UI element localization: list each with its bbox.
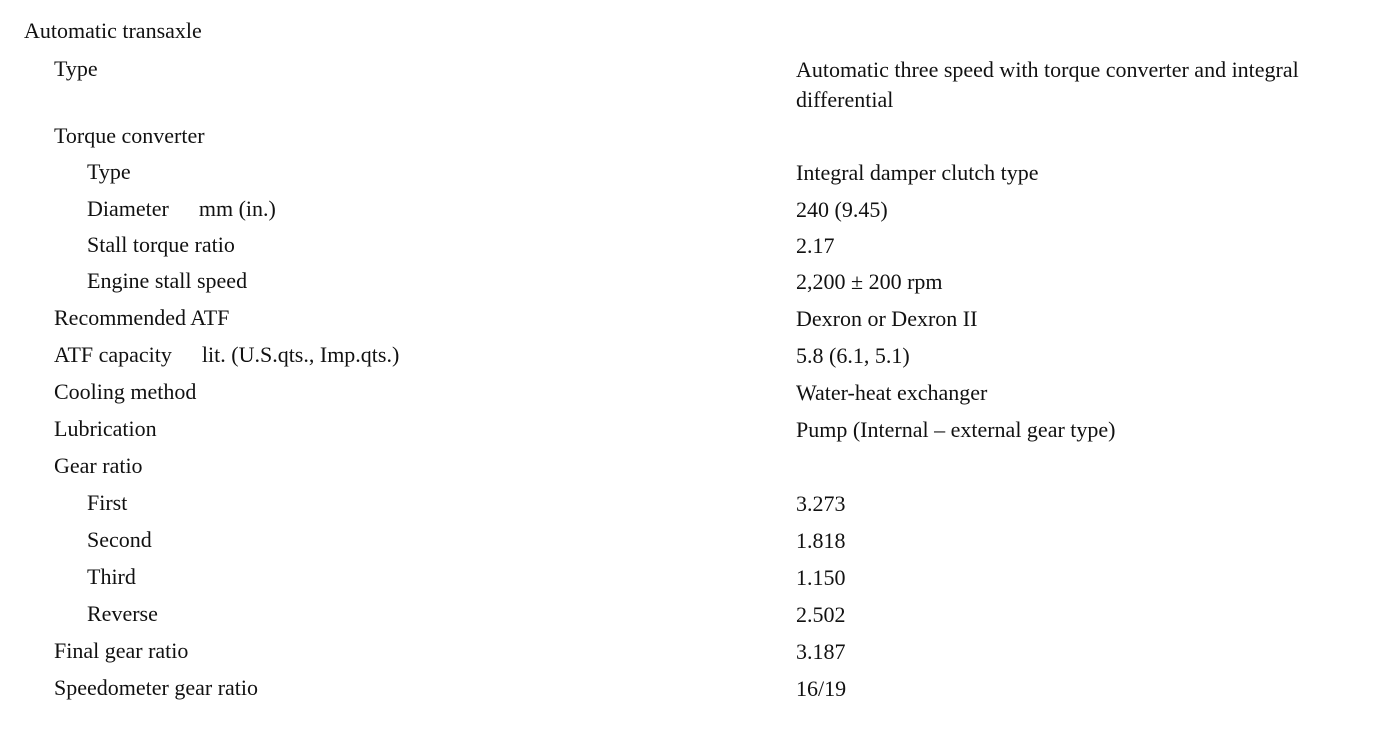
spec-label: First bbox=[87, 490, 128, 515]
section-title: Automatic transaxle bbox=[24, 18, 202, 43]
spec-value: 240 (9.45) bbox=[796, 197, 888, 222]
spec-value: 2.17 bbox=[796, 233, 835, 258]
spec-label: Engine stall speed bbox=[87, 268, 248, 293]
spec-row-lubrication bbox=[0, 415, 1376, 445]
spec-row-first bbox=[0, 489, 1376, 519]
spec-label: Diameter bbox=[87, 196, 169, 221]
spec-label: ATF capacity bbox=[54, 342, 172, 367]
spec-row-speedometer-gear-ratio bbox=[0, 674, 1376, 704]
spec-value: Integral damper clutch type bbox=[796, 160, 1039, 185]
spec-label: Lubrication bbox=[54, 416, 157, 441]
spec-value: Automatic three speed with torque converter and integral differential bbox=[796, 57, 1299, 112]
spec-label-with-unit bbox=[87, 195, 276, 223]
spec-label: Stall torque ratio bbox=[87, 232, 235, 257]
spec-label: Second bbox=[87, 527, 152, 552]
spec-value: Pump (Internal – external gear type) bbox=[796, 417, 1116, 442]
spec-label-with-unit bbox=[54, 341, 399, 369]
spec-value: 3.187 bbox=[796, 639, 846, 664]
spec-value: Dexron or Dexron II bbox=[796, 306, 978, 331]
spec-row-gear-ratio bbox=[0, 452, 1376, 482]
spec-row-reverse bbox=[0, 600, 1376, 630]
spec-row-torque-converter bbox=[0, 122, 1376, 152]
spec-value: Water-heat exchanger bbox=[796, 380, 988, 405]
spec-value: 5.8 (6.1, 5.1) bbox=[796, 343, 910, 368]
spec-label: Third bbox=[87, 564, 136, 589]
spec-group-label: Gear ratio bbox=[54, 453, 143, 478]
spec-value: 3.273 bbox=[796, 491, 846, 516]
spec-row-cooling-method bbox=[0, 378, 1376, 408]
spec-row-stall-torque-ratio bbox=[0, 231, 1376, 261]
spec-label: Recommended ATF bbox=[54, 305, 230, 330]
spec-row-final-gear-ratio bbox=[0, 637, 1376, 667]
spec-row-third bbox=[0, 563, 1376, 593]
spec-label: Type bbox=[54, 56, 98, 81]
spec-value: 1.150 bbox=[796, 565, 846, 590]
spec-row-type bbox=[0, 55, 1376, 112]
spec-value: 2,200 ± 200 rpm bbox=[796, 269, 943, 294]
spec-value: 2.502 bbox=[796, 602, 846, 627]
spec-value: 16/19 bbox=[796, 676, 847, 701]
spec-row-diameter bbox=[0, 195, 1376, 225]
spec-row-engine-stall-speed bbox=[0, 267, 1376, 297]
spec-value: 1.818 bbox=[796, 528, 846, 553]
spec-label: Final gear ratio bbox=[54, 638, 189, 663]
spec-label: Type bbox=[87, 159, 131, 184]
spec-group-label: Torque converter bbox=[54, 123, 205, 148]
spec-unit: lit. (U.S.qts., Imp.qts.) bbox=[201, 342, 400, 367]
spec-row-recommended-atf bbox=[0, 304, 1376, 334]
spec-label: Speedometer gear ratio bbox=[54, 675, 259, 700]
spec-row-converter-type bbox=[0, 158, 1376, 188]
spec-label: Reverse bbox=[87, 601, 158, 626]
spec-row-atf-capacity bbox=[0, 341, 1376, 371]
spec-unit: mm (in.) bbox=[198, 196, 276, 221]
spec-row-second bbox=[0, 526, 1376, 556]
spec-label: Cooling method bbox=[54, 379, 197, 404]
